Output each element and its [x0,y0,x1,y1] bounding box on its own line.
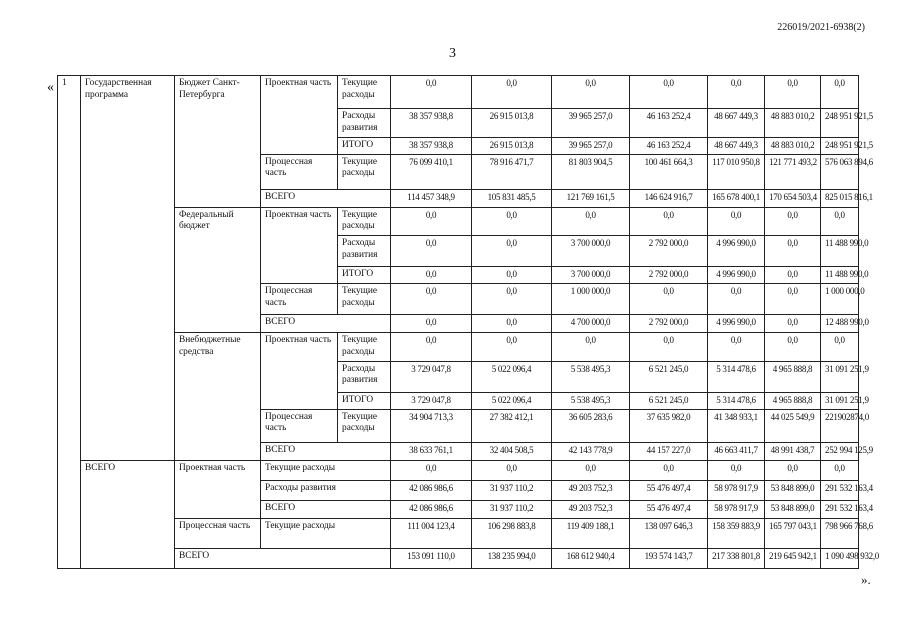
program-total-label: ВСЕГО [81,460,175,568]
table-cell: 0,0 [472,236,552,267]
source-federal-budget: Федеральный бюджет [175,207,261,333]
table-cell: 4 965 888,8 [765,392,821,409]
table-cell: 6 521 245,0 [630,392,708,409]
table-cell: 0,0 [472,460,552,480]
table-cell: 825 015 816,1 [821,189,859,207]
part-label: Проектная часть [261,207,338,284]
table-cell: 798 966 768,6 [821,518,859,548]
table-row [58,333,859,362]
table-cell: 0,0 [765,333,821,362]
part-label: Процессная часть [175,518,261,548]
table-cell: 119 409 188,1 [552,518,630,548]
table-cell: 121 771 493,2 [765,154,821,189]
table-cell: 39 965 257,0 [552,109,630,138]
closing-quote: ». [861,572,871,587]
table-cell: 0,0 [765,460,821,480]
table-row [58,548,859,568]
table-cell: 38 633 761,1 [391,442,472,460]
table-cell: 0,0 [391,267,472,284]
table-cell: 49 203 752,3 [552,480,630,500]
table-cell: 48 667 449,3 [708,137,765,154]
table-cell: 0,0 [472,284,552,315]
table-cell: 46 163 252,4 [630,137,708,154]
part-label: Проектная часть [175,460,261,518]
table-cell: 0,0 [472,315,552,333]
expense-type-label: Текущие расходы [338,284,391,315]
table-cell: 53 848 899,0 [765,480,821,500]
table-cell: 111 004 123,4 [391,518,472,548]
table-cell: 31 937 110,2 [472,480,552,500]
table-cell: 58 978 917,9 [708,480,765,500]
table-cell: 0,0 [630,284,708,315]
table-cell: 26 915 013,8 [472,109,552,138]
table-row [58,76,859,109]
table-cell: 106 298 883,8 [472,518,552,548]
table-cell: 0,0 [472,207,552,236]
table-cell: 121 769 161,5 [552,189,630,207]
table-cell: 0,0 [765,284,821,315]
table-cell: 36 605 283,6 [552,409,630,442]
program-name: Государственная программа [81,76,175,461]
expense-type-label: ИТОГО [338,392,391,409]
table-cell: 1 000 000,0 [552,284,630,315]
total-label: ВСЕГО [261,500,391,518]
table-cell: 0,0 [821,460,859,480]
table-cell: 0,0 [708,76,765,109]
table-cell: 158 359 883,9 [708,518,765,548]
table-cell: 32 404 508,5 [472,442,552,460]
table-cell: 0,0 [708,333,765,362]
table-cell: 291 532 163,4 [821,480,859,500]
table-cell: 37 635 982,0 [630,409,708,442]
table-cell: 42 143 778,9 [552,442,630,460]
table-cell: 2 792 000,0 [630,315,708,333]
table-cell: 31 091 251,9 [821,392,859,409]
table-cell: 0,0 [765,207,821,236]
table-cell: 4 996 990,0 [708,267,765,284]
table-cell: 138 235 994,0 [472,548,552,568]
expense-type-label: Текущие расходы [261,518,391,548]
table-row [58,207,859,236]
table-cell: 0,0 [708,460,765,480]
table-cell: 117 010 950,8 [708,154,765,189]
table-cell: 81 803 904,5 [552,154,630,189]
table-cell: 3 700 000,0 [552,236,630,267]
table-cell: 1 000 000,0 [821,284,859,315]
table-cell: 221902874,0 [821,409,859,442]
table-cell: 12 488 990,0 [821,315,859,333]
table-cell: 0,0 [630,333,708,362]
table-cell: 53 848 899,0 [765,500,821,518]
source-extrabudgetary: Внебюджетные средства [175,333,261,461]
grand-total-label: ВСЕГО [175,548,391,568]
part-label: Процессная часть [261,409,338,442]
table-cell: 248 951 921,5 [821,137,859,154]
table-cell: 38 357 938,8 [391,137,472,154]
table-cell: 100 461 664,3 [630,154,708,189]
table-cell: 48 991 438,7 [765,442,821,460]
table-cell: 44 157 227,0 [630,442,708,460]
table-cell: 42 086 986,6 [391,480,472,500]
table-cell: 3 729 047,8 [391,361,472,392]
table-cell: 3 729 047,8 [391,392,472,409]
table-cell: 26 915 013,8 [472,137,552,154]
table-cell: 4 996 990,0 [708,236,765,267]
expense-type-label: Расходы развития [338,109,391,138]
table-row [58,460,859,480]
expense-type-label: Текущие расходы [261,460,391,480]
table-cell: 0,0 [391,207,472,236]
table-cell: 2 792 000,0 [630,267,708,284]
table-cell: 219 645 942,1 [765,548,821,568]
expense-type-label: Расходы развития [261,480,391,500]
table-cell: 5 538 495,3 [552,392,630,409]
table-cell: 31 937 110,2 [472,500,552,518]
table-cell: 39 965 257,0 [552,137,630,154]
table-cell: 576 063 894,6 [821,154,859,189]
expense-type-label: ИТОГО [338,267,391,284]
table-cell: 42 086 986,6 [391,500,472,518]
table-cell: 48 667 449,3 [708,109,765,138]
table-cell: 3 700 000,0 [552,267,630,284]
table-cell: 0,0 [708,207,765,236]
table-cell: 0,0 [630,207,708,236]
table-cell: 38 357 938,8 [391,109,472,138]
expense-type-label: Расходы развития [338,236,391,267]
expense-type-label: Текущие расходы [338,409,391,442]
table-cell: 217 338 801,8 [708,548,765,568]
table-cell: 46 163 252,4 [630,109,708,138]
budget-table [57,75,880,569]
part-label: Процессная часть [261,284,338,315]
table-cell: 4 700 000,0 [552,315,630,333]
table-cell: 31 091 251,9 [821,361,859,392]
table-cell: 27 382 412,1 [472,409,552,442]
table-cell: 146 624 916,7 [630,189,708,207]
table-cell: 5 022 096,4 [472,392,552,409]
table-cell: 34 904 713,3 [391,409,472,442]
table-cell: 46 663 411,7 [708,442,765,460]
table-cell: 76 099 410,1 [391,154,472,189]
table-cell: 0,0 [630,460,708,480]
table-cell: 6 521 245,0 [630,361,708,392]
table-cell: 2 792 000,0 [630,236,708,267]
table-cell: 193 574 143,7 [630,548,708,568]
table-cell: 11 488 990,0 [821,236,859,267]
table-cell: 0,0 [552,333,630,362]
table-cell: 153 091 110,0 [391,548,472,568]
table-cell: 5 314 478,6 [708,392,765,409]
table-cell: 1 090 498 932,0 [821,548,859,568]
table-cell: 5 022 096,4 [472,361,552,392]
expense-type-label: Текущие расходы [338,207,391,236]
source-spb-budget: Бюджет Санкт-Петербурга [175,76,261,208]
expense-type-label: ИТОГО [338,137,391,154]
table-cell: 48 883 010,2 [765,109,821,138]
table-cell: 78 916 471,7 [472,154,552,189]
table-cell: 0,0 [821,207,859,236]
table-cell: 0,0 [821,76,859,109]
table-cell: 4 996 990,0 [708,315,765,333]
table-cell: 0,0 [391,236,472,267]
table-cell: 0,0 [472,267,552,284]
table-cell: 0,0 [765,267,821,284]
table-cell: 0,0 [630,76,708,109]
table-cell: 0,0 [765,236,821,267]
table-row [58,518,859,548]
table-cell: 49 203 752,3 [552,500,630,518]
expense-type-label: Текущие расходы [338,154,391,189]
total-label: ВСЕГО [261,315,391,333]
table-cell: 168 612 940,4 [552,548,630,568]
table-cell: 0,0 [391,460,472,480]
table-cell: 0,0 [472,76,552,109]
part-label: Проектная часть [261,76,338,155]
opening-quote: « [47,80,54,95]
table-cell: 0,0 [552,76,630,109]
table-cell: 58 978 917,9 [708,500,765,518]
table-cell: 0,0 [552,460,630,480]
table-cell: 0,0 [552,207,630,236]
expense-type-label: Текущие расходы [338,76,391,109]
table-cell: 170 654 503,4 [765,189,821,207]
total-label: ВСЕГО [261,442,391,460]
row-number: 1 [58,76,81,569]
table-cell: 5 538 495,3 [552,361,630,392]
table-cell: 48 883 010,2 [765,137,821,154]
table-cell: 11 488 990,0 [821,267,859,284]
table-cell: 291 532 163,4 [821,500,859,518]
table-cell: 0,0 [391,315,472,333]
table-cell: 41 348 933,1 [708,409,765,442]
table-cell: 138 097 646,3 [630,518,708,548]
part-label: Процессная часть [261,154,338,189]
part-label: Проектная часть [261,333,338,410]
expense-type-label: Расходы развития [338,361,391,392]
table-cell: 165 678 400,1 [708,189,765,207]
table-cell: 55 476 497,4 [630,500,708,518]
table-cell: 44 025 549,9 [765,409,821,442]
total-label: ВСЕГО [261,189,391,207]
table-cell: 0,0 [708,284,765,315]
document-number: 226019/2021-6938(2) [777,22,865,33]
table-cell: 0,0 [391,333,472,362]
table-cell: 0,0 [765,76,821,109]
table-cell: 0,0 [821,333,859,362]
page-number: 3 [449,46,456,61]
table-cell: 0,0 [391,284,472,315]
table-cell: 4 965 888,8 [765,361,821,392]
table-cell: 0,0 [472,333,552,362]
table-cell: 55 476 497,4 [630,480,708,500]
table-cell: 165 797 043,1 [765,518,821,548]
table-cell: 105 831 485,5 [472,189,552,207]
table-cell: 248 951 921,5 [821,109,859,138]
table-cell: 252 994 125,9 [821,442,859,460]
table-cell: 0,0 [765,315,821,333]
table-cell: 5 314 478,6 [708,361,765,392]
table-cell: 0,0 [391,76,472,109]
table-cell: 114 457 348,9 [391,189,472,207]
expense-type-label: Текущие расходы [338,333,391,362]
